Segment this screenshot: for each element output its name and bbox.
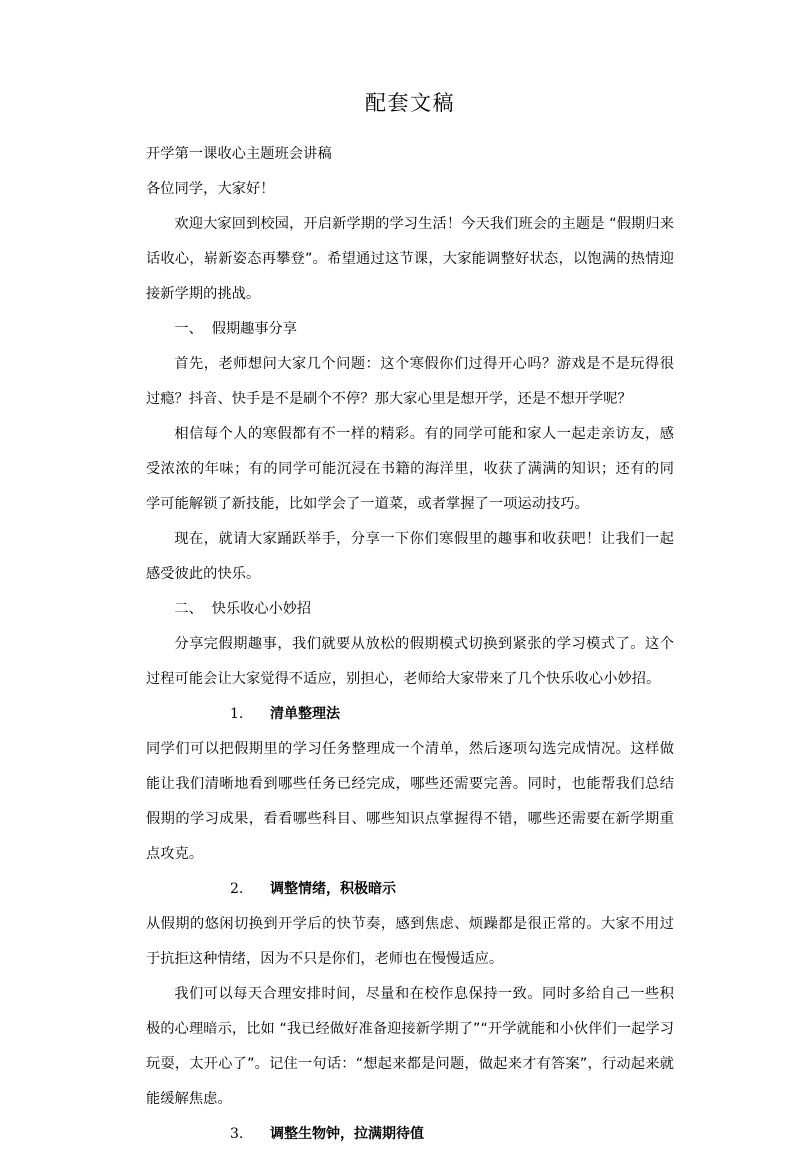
numbered-subheading bbox=[146, 697, 674, 732]
paragraph: 我们可以每天合理安排时间，尽量和在校作息保持一致。同时多给自己一些积极的心理暗示，比如 “我已经做好准备迎接新学期了”“开学就能和小伙伴们一起学习玩耍，太开心了”。记住一句话：“想起来都是问题，做起来才有答案”，行动起来就能缓解焦虑。 bbox=[146, 986, 674, 1107]
paragraph: 欢迎大家回到校园，开启新学期的学习生活！今天我们班会的主题是 “假期归来话收心，崭新姿态再攀登”。希望通过这节课，大家能调整好状态，以饱满的热情迎接新学期的挑战。 bbox=[146, 216, 674, 302]
numbered-subheading-label: 调整生物钟，拉满期待值 bbox=[270, 1126, 424, 1142]
numbered-subheading-label: 清单整理法 bbox=[270, 706, 340, 722]
section-heading-label: 假期趣事分享 bbox=[211, 321, 297, 337]
paragraph: 分享完假期趣事，我们就要从放松的假期模式切换到紧张的学习模式了。这个过程可能会让大家觉得不适应，别担心，老师给大家带来了几个快乐收心小妙招。 bbox=[146, 636, 674, 687]
section-heading bbox=[146, 592, 674, 627]
section-heading-marker: 二、 bbox=[174, 601, 203, 617]
paragraph: 各位同学，大家好！ bbox=[146, 181, 275, 197]
document-body bbox=[146, 88, 674, 1152]
page-title: 配套文稿 bbox=[365, 91, 455, 115]
section-heading bbox=[146, 312, 674, 347]
numbered-subheading bbox=[146, 1117, 674, 1152]
numbered-subheading-marker: 1. bbox=[230, 706, 244, 722]
numbered-subheading-marker: 3. bbox=[230, 1126, 244, 1142]
numbered-subheading-label: 调整情绪，积极暗示 bbox=[270, 881, 396, 897]
paragraph: 首先，老师想问大家几个问题：这个寒假你们过得开心吗？游戏是不是玩得很过瘾？抖音、快手是不是刷个不停？那大家心里是想开学，还是不想开学呢？ bbox=[146, 356, 674, 407]
paragraph: 从假期的悠闲切换到开学后的快节奏，感到焦虑、烦躁都是很正常的。大家不用过于抗拒这种情绪，因为不只是你们，老师也在慢慢适应。 bbox=[146, 916, 674, 967]
paragraph: 开学第一课收心主题班会讲稿 bbox=[146, 146, 332, 162]
paragraph: 同学们可以把假期里的学习任务整理成一个清单，然后逐项勾选完成情况。这样做能让我们清晰地看到哪些任务已经完成，哪些还需要完善。同时，也能帮我们总结假期的学习成果，看看哪些科目、哪些知识点掌握得不错，哪些还需要在新学期重点攻克。 bbox=[146, 741, 674, 862]
numbered-subheading bbox=[146, 872, 674, 907]
paragraph: 相信每个人的寒假都有不一样的精彩。有的同学可能和家人一起走亲访友，感受浓浓的年味；有的同学可能沉浸在书籍的海洋里，收获了满满的知识；还有的同学可能解锁了新技能，比如学会了一道菜，或者掌握了一项运动技巧。 bbox=[146, 426, 674, 512]
paragraph: 现在，就请大家踊跃举手，分享一下你们寒假里的趣事和收获吧！让我们一起感受彼此的快乐。 bbox=[146, 531, 674, 582]
section-heading-marker: 一、 bbox=[174, 321, 203, 337]
document-content bbox=[146, 137, 674, 1152]
section-heading-label: 快乐收心小妙招 bbox=[211, 601, 312, 617]
numbered-subheading-marker: 2. bbox=[230, 881, 244, 897]
